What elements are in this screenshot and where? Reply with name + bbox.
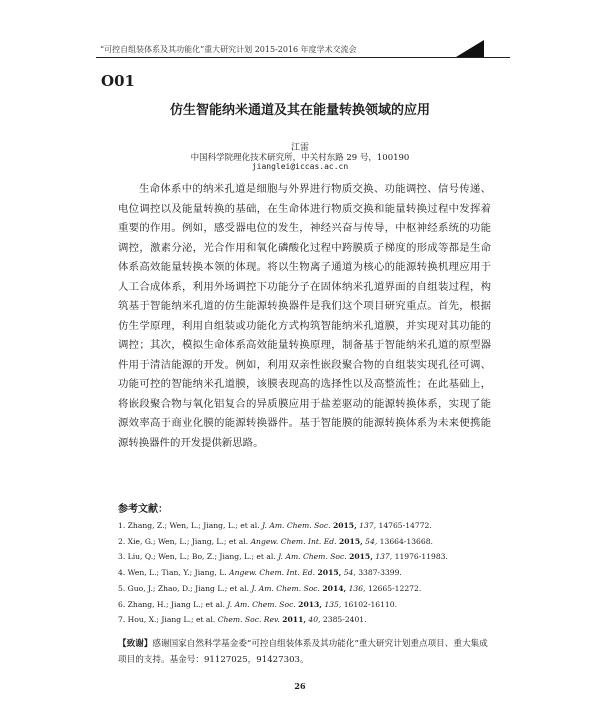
- author-email: jianglei@iccas.ac.cn: [251, 162, 349, 171]
- reference-item: 7. Hou, X.; Jiang L.; et al. Chem. Soc. Rev. 2011, 40, 2385-2401.: [118, 615, 367, 625]
- reference-item: 4. Wen, L.; Tian, Y.; Jiang, L. Angew. Chem. Int. Ed. 2015, 54, 3387-3399.: [118, 568, 402, 578]
- reference-item: 5. Guo, J.; Zhao, D.; Jiang L.; et al. J. Am. Chem. Soc. 2014, 136, 12665-12272.: [118, 583, 422, 593]
- author-name: 江雷: [290, 143, 309, 153]
- running-header: “可控自组装体系及其功能化”重大研究计划 2015-2016 年度学术交流会: [100, 45, 357, 54]
- acknowledgement-label: 【致谢】: [118, 639, 153, 649]
- paper-code: O01: [101, 72, 135, 90]
- reference-list: [118, 518, 498, 628]
- acknowledgement: [118, 636, 492, 668]
- header-rule: [96, 57, 510, 58]
- reference-item: 2. Xie, G.; Wen, L.; Jiang, L.; et al. Angew. Chem. Int. Ed. 2015, 54, 13664-13668.: [118, 536, 433, 546]
- affiliation: 中国科学院理化技术研究所，中关村东路 29 号，100190: [190, 153, 410, 163]
- page-number: 26: [294, 681, 306, 691]
- abstract-body: 生命体系中的纳米孔道是细胞与外界进行物质交换、功能调控、信号传递、电位调控以及能量转换的基础，在生命体进行物质交换和能量转换过程中发挥着重要的作用。例如，感受器电位的发生，神经兴奋与传导，中枢神经系统的功能调控，激素分泌，光合作用和氧化磷酸化过程中跨膜质子梯度的形成等都是生命体系高效能量转换本领的体现。将以生物离子通道为核心的能源转换机理应用于人工合成体系，利用外场调控下功能分子在固体纳米孔道界面的自组装过程，构筑基于智能纳米孔道的仿生能源转换器件是我们这个项目研究重点。首先，根据仿生学原理，利用自组装或功能化方式构筑智能纳米孔道膜，并实现对其功能的调控；其次，模拟生命体系高效能量转换原理，制备基于智能纳米孔道的原型器件用于清洁能源的开发。例如，利用双亲性嵌段聚合物的自组装实现孔径可调、功能可控的智能纳米孔道膜，该膜表现高的选择性以及高整流性；在此基础上，将嵌段聚合物与氧化铝复合的异质膜应用于盐差驱动的能源转换体系，实现了能源效率高于商业化膜的能源转换器件。基于智能膜的能源转换体系为未来便携能源转换器件的开发提供新思路。: [118, 183, 491, 449]
- acknowledgement-text: 感谢国家自然科学基金委“可控自组装体系及其功能化”重大研究计划重点项目、重大集成项目的支持。基金号：91127025，91427303。: [118, 639, 488, 665]
- references-heading: 参考文献：: [118, 504, 168, 515]
- reference-item: 1. Zhang, Z.; Wen, L.; Jiang, L.; et al. J. Am. Chem. Soc. 2015, 137, 14765-14772.: [118, 521, 432, 530]
- paper-title: 仿生智能纳米通道及其在能量转换领域的应用: [169, 103, 430, 118]
- reference-item: 3. Liu, Q.; Wen, L.; Bo, Z.; Jiang, L.; et al. J. Am. Chem. Soc. 2015, 137, 11976-11983.: [118, 552, 448, 562]
- header-triangle-mark: [456, 40, 484, 57]
- reference-item: 6. Zhang, H.; Jiang L.; et al. J. Am. Chem. Soc. 2013, 135, 16102-16110.: [118, 599, 398, 609]
